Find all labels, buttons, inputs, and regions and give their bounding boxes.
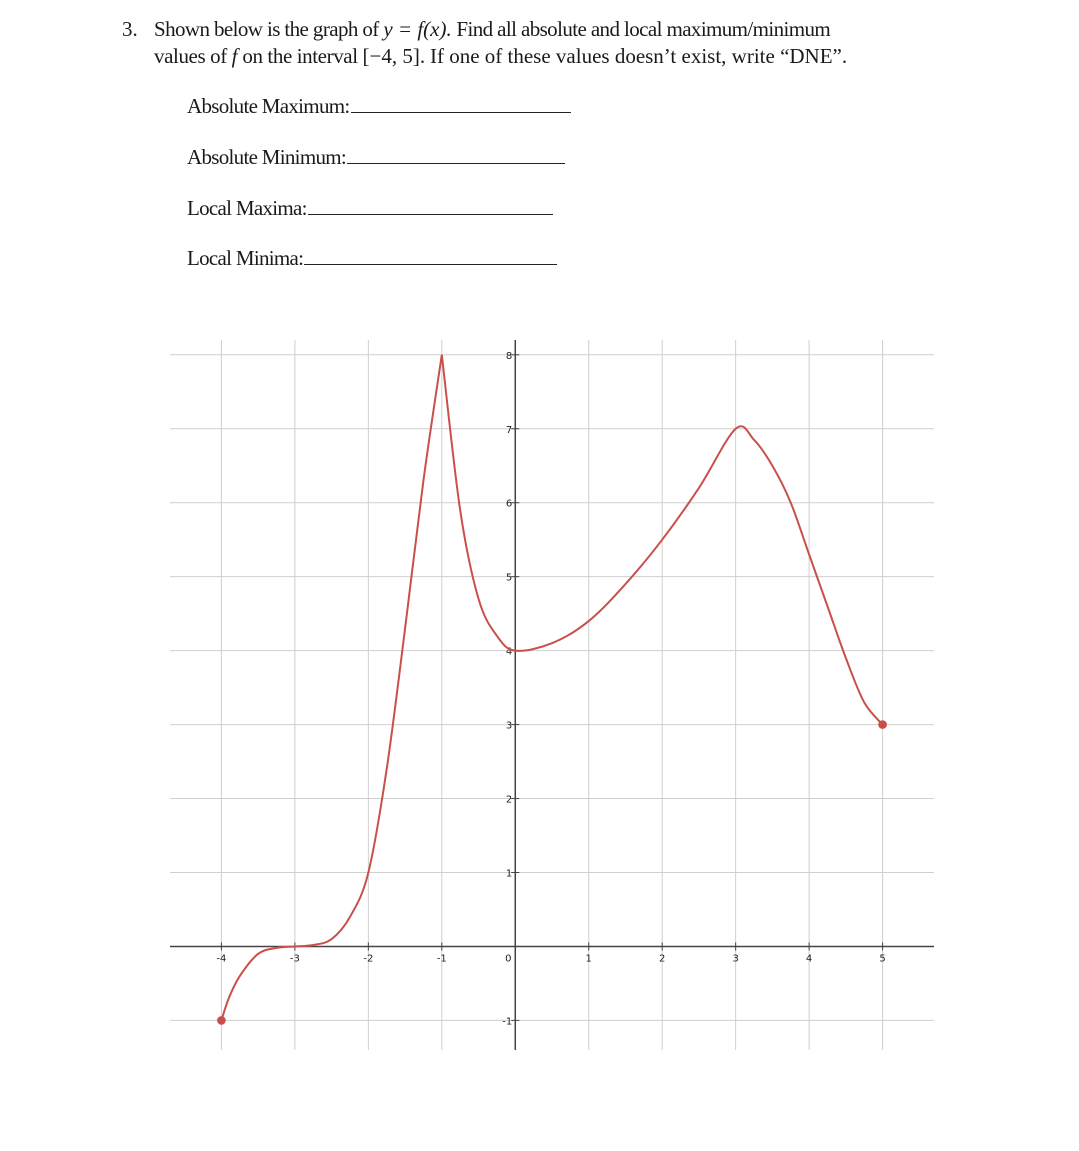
x-tick-label: -3 [289, 953, 300, 965]
x-tick-label: -4 [216, 953, 227, 965]
endpoint-dot [879, 721, 886, 728]
interval-notation: [−4, 5]. [362, 44, 426, 68]
answer-label: Local Minima: [187, 246, 304, 270]
question-text-1b: Find all absolute and local maximum/minimum [456, 17, 831, 41]
question-number: 3. [122, 17, 138, 41]
y-tick-label: 2 [505, 794, 513, 806]
y-tick-label: 3 [505, 720, 513, 732]
y-tick-label: 5 [505, 572, 513, 584]
x-tick-label: 5 [879, 953, 886, 965]
x-tick-label: -2 [363, 953, 374, 965]
function-curve [221, 355, 882, 1021]
y-tick-label: 6 [505, 498, 513, 510]
y-tick-label: 7 [505, 424, 513, 436]
answer-label: Local Maxima: [187, 196, 307, 220]
function-symbol: f [231, 44, 238, 68]
x-tick-label: 1 [585, 953, 592, 965]
question-text-2b: on the interval [242, 44, 358, 68]
x-tick-label: 0 [505, 953, 512, 965]
y-tick-label: -1 [502, 1016, 513, 1028]
question-text-2a: values of [154, 44, 227, 68]
question-text-2c: If one of these values doesn’t exist, write “DNE”. [429, 44, 848, 68]
axes [170, 340, 934, 1050]
x-tick-label: 4 [805, 953, 813, 965]
y-tick-label: 1 [505, 868, 513, 880]
function-notation: y = f(x). [383, 17, 452, 41]
x-tick-label: 2 [659, 953, 666, 965]
x-tick-label: 3 [732, 953, 739, 965]
curve [218, 355, 886, 1024]
y-tick-label: 4 [505, 646, 513, 658]
grid [170, 340, 934, 1050]
x-tick-label: -1 [436, 953, 447, 965]
endpoint-dot [218, 1017, 225, 1024]
answer-label: Absolute Minimum: [187, 145, 347, 169]
tick-labels [216, 351, 885, 1028]
answer-label: Absolute Maximum: [187, 94, 350, 118]
y-tick-label: 8 [505, 350, 513, 362]
question-text-1a: Shown below is the graph of [154, 17, 379, 41]
